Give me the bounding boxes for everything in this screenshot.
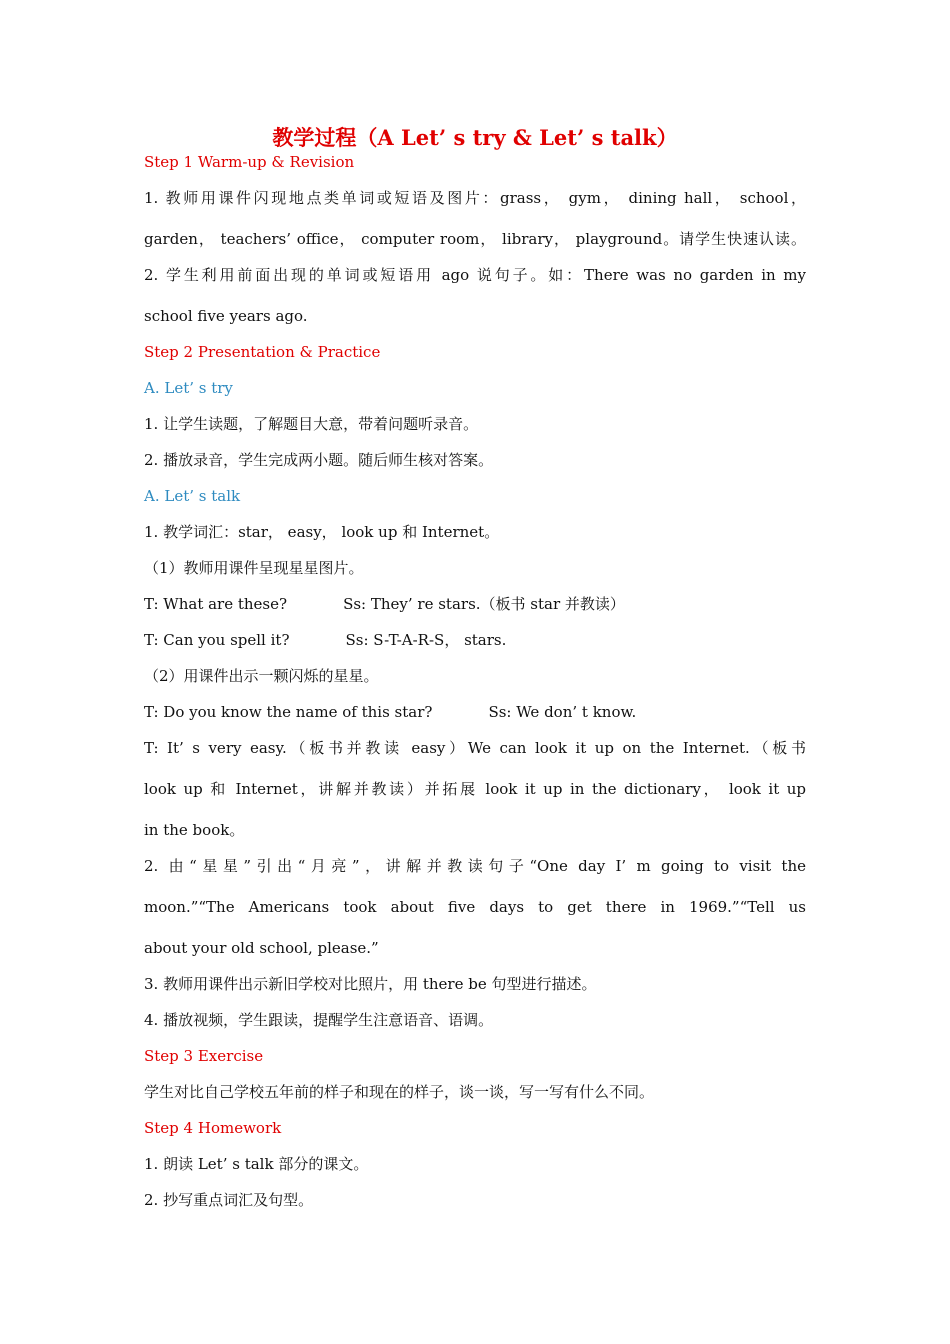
step3-heading: Step 3 Exercise: [144, 1047, 264, 1065]
lets-talk-item2-line3: about your old school, please.”: [144, 939, 379, 957]
dialogue-line-1: [144, 594, 806, 614]
dialogue-line-3: [144, 702, 806, 722]
teacher-question: T: What are these?: [144, 595, 288, 613]
teacher-question: T: Do you know the name of this star?: [144, 703, 433, 721]
dialogue-line-2: [144, 630, 806, 650]
lets-try-item1: 1. 让学生读题，了解题目大意，带着问题听录音。: [144, 415, 479, 433]
lets-talk-item3: 3. 教师用课件出示新旧学校对比照片，用 there be 句型进行描述。: [144, 975, 597, 993]
step4-heading: Step 4 Homework: [144, 1119, 282, 1137]
step1-item1-line1: 1. 教师用课件闪现地点类单词或短语及图片：grass， gym， dining hall， school，: [144, 189, 806, 207]
lets-try-item2: 2. 播放录音，学生完成两小题。随后师生核对答案。: [144, 451, 494, 469]
step2-heading: Step 2 Presentation & Practice: [144, 343, 381, 361]
teacher-question: T: Can you spell it?: [144, 631, 290, 649]
step1-item2-line2: school five years ago.: [144, 307, 308, 325]
student-answer: Ss: We don’ t know.: [488, 703, 637, 721]
lets-talk-heading: A. Let’ s talk: [144, 487, 241, 505]
lets-talk-subitem1: （1）教师用课件呈现星星图片。: [144, 559, 364, 577]
student-answer: Ss: S-T-A-R-S， stars.: [345, 631, 507, 649]
dialogue-line-4c: in the book。: [144, 821, 245, 839]
dialogue-line-4b: look up 和 Internet，讲解并教读）并拓展 look it up in the dictionary， look it up: [144, 780, 806, 798]
step1-item1-line2: garden， teachers’ office， computer room， library， playground。请学生快速认读。: [144, 230, 806, 248]
dialogue-line-4a: T: It’ s very easy.（板书并教读 easy）We can look it up on the Internet.（板书: [144, 739, 806, 757]
step1-heading: Step 1 Warm-up & Revision: [144, 153, 355, 171]
step1-item2-line1: 2. 学生利用前面出现的单词或短语用 ago 说句子。如：There was no garden in my: [144, 266, 806, 284]
lets-talk-item2-line2: moon.”“The Americans took about five days to get there in 1969.”“Tell us: [144, 898, 806, 916]
lets-try-heading: A. Let’ s try: [144, 379, 233, 397]
student-answer: Ss: They’ re stars.（板书 star 并教读）: [343, 595, 625, 613]
page-title: 教学过程（A Let’ s try & Let’ s talk）: [272, 125, 678, 150]
step4-item2: 2. 抄写重点词汇及句型。: [144, 1191, 314, 1209]
lets-talk-subitem2: （2）用课件出示一颗闪烁的星星。: [144, 667, 379, 685]
step3-text: 学生对比自己学校五年前的样子和现在的样子，谈一谈，写一写有什么不同。: [144, 1083, 655, 1101]
lets-talk-item2-line1: 2. 由“星星”引出“月亮”，讲解并教读句子“One day I’ m going to visit the: [144, 857, 806, 875]
step4-item1: 1. 朗读 Let’ s talk 部分的课文。: [144, 1155, 369, 1173]
lets-talk-item1: 1. 教学词汇：star， easy， look up 和 Internet。: [144, 523, 500, 541]
lets-talk-item4: 4. 播放视频，学生跟读，提醒学生注意语音、语调。: [144, 1011, 494, 1029]
